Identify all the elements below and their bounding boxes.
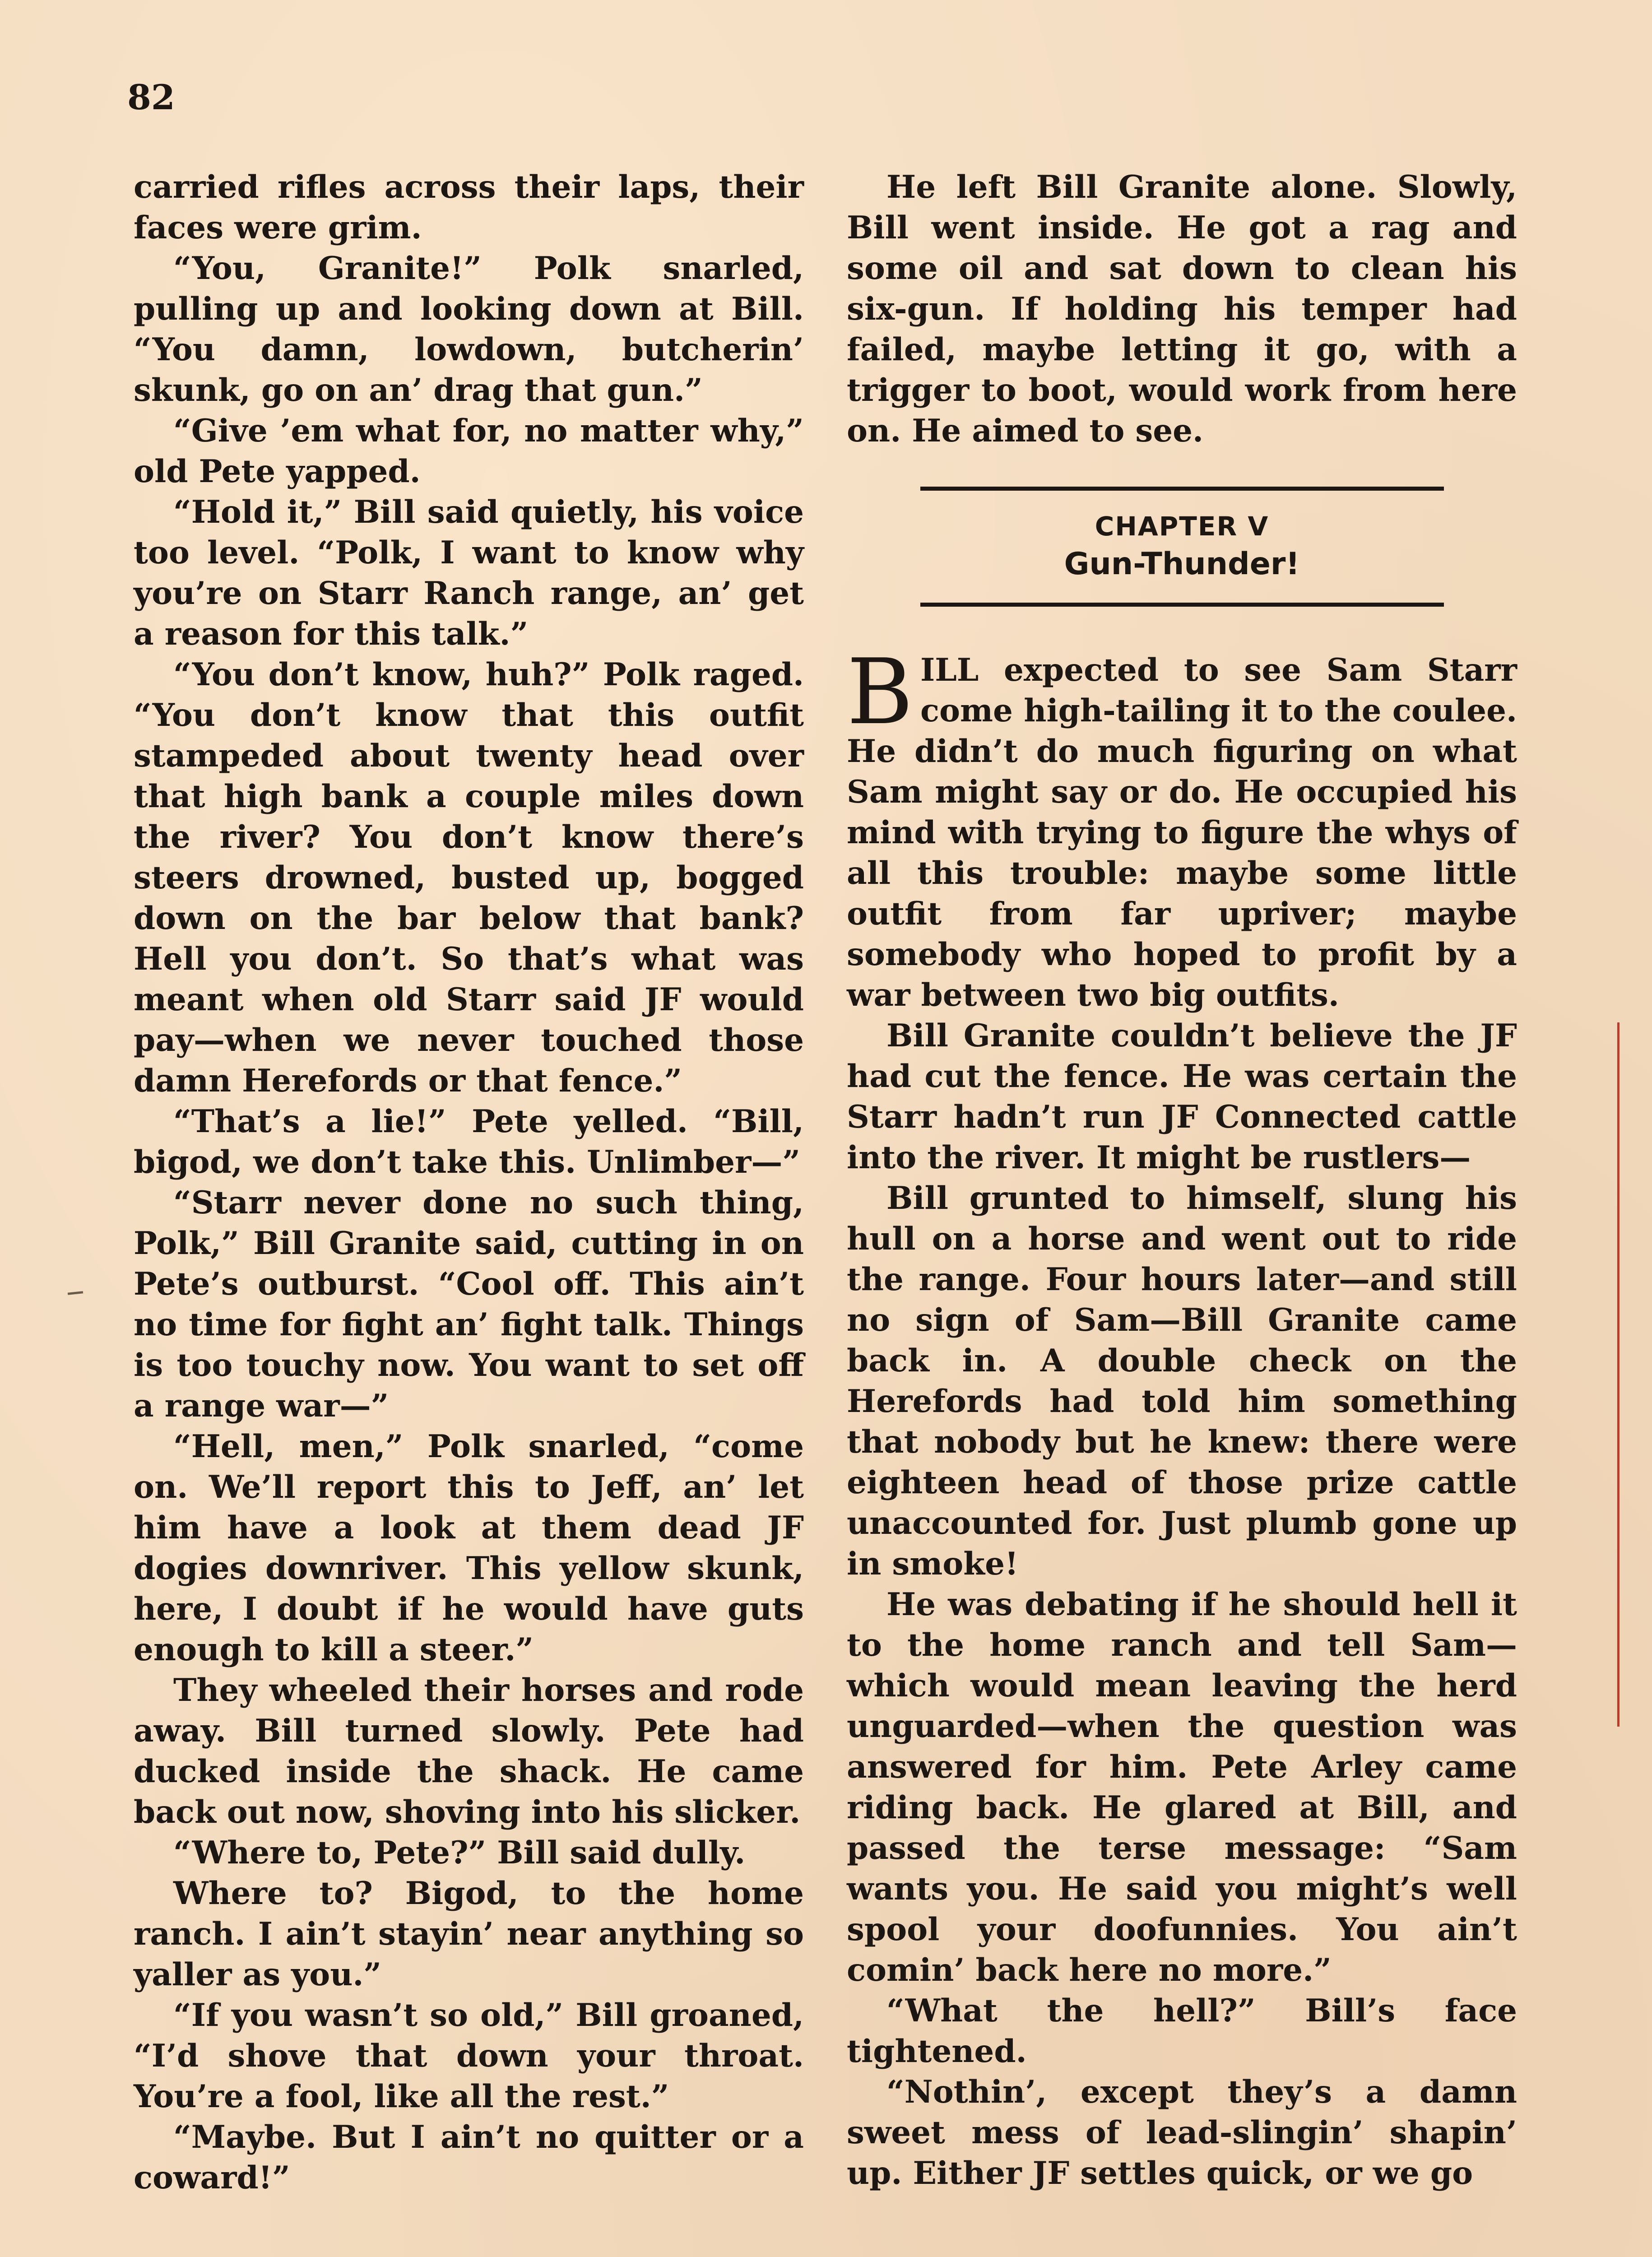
margin-pencil-mark [1617,1022,1620,1727]
paragraph: “What the hell?” Bill’s face tightened. [847,1992,1517,2070]
right-column [847,167,1517,2194]
chapter-heading [847,487,1517,607]
paragraph: He was debating if he should hell it to the home ranch and tell Sam—which would mean leaving the herd unguarded—when the question was answered for him. Pete Arley came riding back. He glared at Bill, and passed the terse message: “Sam wants you. He said you might’s well spool your doofunnies. You ain’t comin’ back here no more.” [847,1586,1517,1988]
drop-cap: B [847,640,913,745]
paragraph: Where to? Bigod, to the home ranch. I ain’t stayin’ near anything so yaller as you.” [134,1875,804,1993]
paragraph: Bill Granite couldn’t believe the JF had cut the fence. He was certain the Starr hadn’t run JF Connected cattle into the river. It might be rustlers— [847,1017,1517,1176]
paragraph: “That’s a lie!” Pete yelled. “Bill, bigod, we don’t take this. Unlimber—” [134,1103,804,1180]
paragraph: “Hold it,” Bill said quietly, his voice too level. “Polk, I want to know why you’re on Starr Ranch range, an’ get a reason for this talk.” [134,494,804,652]
opening-paragraph [847,640,1517,1016]
stray-ink-mark [68,1291,83,1295]
left-column [134,167,804,2198]
paragraph: “Nothin’, except they’s a damn sweet mess of lead-slingin’ shapin’ up. Either JF settles quick, or we go [847,2074,1517,2192]
paragraph: He left Bill Granite alone. Slowly, Bill went inside. He got a rag and some oil and sat down to clean his six-gun. If holding his temper had failed, maybe letting it go, with a trigger to boot, would work from here on. He aimed to see. [847,169,1517,449]
chapter-title: Gun-Thunder! [1064,546,1300,582]
paragraph: “Starr never done no such thing, Polk,” Bill Granite said, cutting in on Pete’s outburst. “Cool off. This ain’t no time for fight an’ fight talk. Things is too touchy now. You want to set off a range war—” [134,1184,804,1424]
paragraph: “Hell, men,” Polk snarled, “come on. We’ll report this to Jeff, an’ let him have a look at them dead JF dogies downriver. This yellow skunk, here, I doubt if he would have guts enough to kill a steer.” [134,1428,804,1668]
paragraph: They wheeled their horses and rode away. Bill turned slowly. Pete had ducked inside the shack. He came back out now, shoving into his slicker. [134,1672,804,1830]
opening-paragraph-text: ILL expected to see Sam Starr come high-tailing it to the coulee. He didn’t do much figuring on what Sam might say or do. He occupied his mind with trying to figure the whys of all this trouble: maybe some little outfit from far upriver; maybe somebody who hoped to profit by a war between two big outfits. [847,652,1517,1013]
paragraph: Bill grunted to himself, slung his hull on a horse and went out to ride the range. Four hours later—and still no sign of Sam—Bill Granite came back in. A double check on the Herefords had told him something that nobody but he knew: there were eighteen head of those prize cattle unaccounted for. Just plumb gone up in smoke! [847,1180,1517,1582]
paragraph: “Give ’em what for, no matter why,” old Pete yapped. [134,413,804,490]
paragraph: “Maybe. But I ain’t no quitter or a coward!” [134,2119,804,2196]
paragraph: “You don’t know, huh?” Polk raged. “You don’t know that this outfit stampeded about twenty head over that high bank a couple miles down the river? You don’t know there’s steers drowned, busted up, bogged down on the bar below that bank? Hell you don’t. So that’s what was meant when old Starr said JF would pay—when we never touched those damn Herefords or that fence.” [134,656,804,1099]
paragraph: “If you wasn’t so old,” Bill groaned, “I’d shove that down your throat. You’re a fool, like all the rest.” [134,1997,804,2115]
chapter-rule-top [920,487,1444,491]
chapter-number: CHAPTER V [1095,511,1269,542]
paragraph: “You, Granite!” Polk snarled, pulling up and looking down at Bill. “You damn, lowdown, butcherin’ skunk, go on an’ drag that gun.” [134,250,804,409]
page-number: 82 [127,77,175,117]
paragraph: “Where to, Pete?” Bill said dully. [173,1834,746,1871]
paragraph: carried rifles across their laps, their faces were grim. [134,169,804,246]
chapter-rule-bottom [920,603,1444,607]
